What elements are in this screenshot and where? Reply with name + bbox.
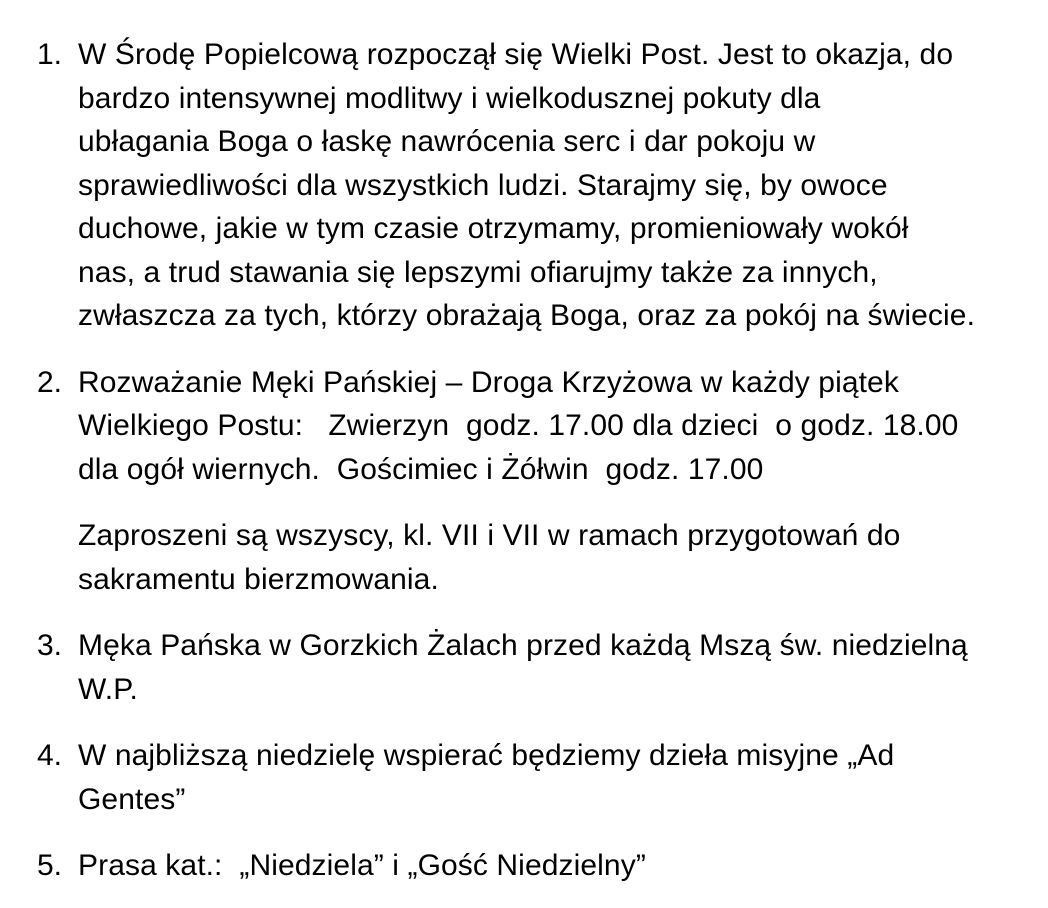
text-line: Rozważanie Męki Pańskiej – Droga Krzyżowa w każdy piątek <box>78 365 899 399</box>
text-line: bardzo intensywnej modlitwy i wielkodusznej pokuty dla <box>78 81 821 115</box>
item-text <box>78 844 1038 888</box>
text-line: W.P. <box>78 672 138 706</box>
text-line: Męka Pańska w Gorzkich Żalach przed każdą Mszą św. niedzielną <box>78 629 968 662</box>
item-text <box>78 514 1038 601</box>
text-line: zwłaszcza za tych, którzy obrażają Boga, oraz za pokój na świecie. <box>78 299 976 332</box>
text-line: Zaproszeni są wszyscy, kl. VII i VII w ramach przygotowań do <box>78 519 901 552</box>
text-line: dla ogół wiernych. Gościmiec i Żółwin godz. 17.00 <box>78 452 764 486</box>
text-line: W najbliższą niedzielę wspierać będziemy dzieła misyjne „Ad <box>78 739 895 772</box>
text-line: duchowe, jakie w tym czasie otrzymamy, promieniowały wokół <box>78 212 909 245</box>
list-item-4 <box>37 734 1038 821</box>
item-number: 3. <box>37 629 63 662</box>
list-item-3 <box>37 624 1038 711</box>
list-item-5 <box>37 844 1038 888</box>
list-item-1 <box>37 33 1038 338</box>
list-item-2-continued <box>37 514 1038 601</box>
item-number: 1. <box>37 38 63 71</box>
item-text <box>78 361 1038 492</box>
text-line: Prasa kat.: „Niedziela” i „Gość Niedzielny” <box>78 849 646 882</box>
text-line: Wielkiego Postu: Zwierzyn godz. 17.00 dla dzieci o godz. 18.00 <box>78 409 959 442</box>
list-item-2 <box>37 361 1038 492</box>
text-line: nas, a trud stawania się lepszymi ofiarujmy także za innych, <box>78 255 878 289</box>
item-number: 2. <box>37 365 63 399</box>
text-line: Gentes” <box>78 782 186 816</box>
item-number: 4. <box>37 739 63 772</box>
item-text <box>78 734 1038 821</box>
item-text <box>78 33 1038 338</box>
item-number: 5. <box>37 849 63 882</box>
text-line: sakramentu bierzmowania. <box>78 562 439 596</box>
item-text <box>78 624 1038 711</box>
text-line: W Środę Popielcową rozpoczął się Wielki Post. Jest to okazja, do <box>78 38 954 71</box>
text-line: sprawiedliwości dla wszystkich ludzi. Starajmy się, by owoce <box>78 168 888 202</box>
text-line: ubłagania Boga o łaskę nawrócenia serc i dar pokoju w <box>78 125 816 158</box>
